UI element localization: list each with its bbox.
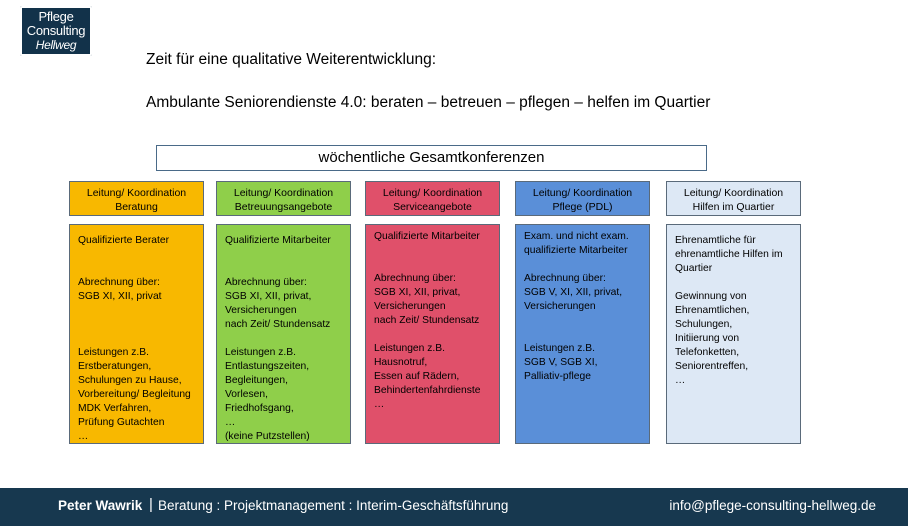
footer-services: Beratung : Projektmanagement : Interim-Geschäftsführung — [158, 498, 509, 513]
column-header-betreuung — [216, 181, 351, 216]
conference-box: wöchentliche Gesamtkonferenzen — [156, 145, 707, 171]
logo-line-1: Pflege — [38, 9, 74, 24]
column-body-service — [365, 224, 500, 444]
column-header-text: Leitung/ Koordination Hilfen im Quartier — [683, 187, 784, 213]
footer-name: Peter Wawrik — [58, 498, 143, 513]
footer-separator: | — [149, 496, 153, 513]
column-header-pflege — [515, 181, 650, 216]
slide-title: Zeit für eine qualitative Weiterentwicklung: — [146, 51, 437, 68]
column-header-service — [365, 181, 500, 216]
column-header-text: Leitung/ Koordination Serviceangebote — [382, 187, 483, 213]
column-header-beratung — [69, 181, 204, 216]
footer-email: info@pflege-consulting-hellweg.de — [669, 498, 876, 513]
column-header-text: Leitung/ Koordination Betreuungsangebote — [233, 187, 334, 213]
column-body-quartier — [666, 224, 801, 444]
footer-bar — [0, 488, 908, 526]
column-body-text: Qualifizierte Mitarbeiter Abrechnung über: SGB XI, XII, privat, Versicherungen nach Zeit/ Stundensatz Leistungen z.B. Entlastungszeiten, Begleitungen, Vorlesen, Friedhofsgang, … (keine Putzstellen) — [225, 235, 331, 442]
column-header-text: Leitung/ Koordination Beratung — [86, 187, 187, 213]
slide-subtitle: Ambulante Seniorendienste 4.0: beraten – betreuen – pflegen – helfen im Quartier — [146, 94, 711, 111]
column-body-betreuung — [216, 224, 351, 444]
column-header-quartier — [666, 181, 801, 216]
column-header-text: Leitung/ Koordination Pflege (PDL) — [532, 187, 633, 213]
company-logo — [20, 6, 92, 56]
column-body-text: Exam. und nicht exam. qualifizierte Mitarbeiter Abrechnung über: SGB V, XI, XII, privat, Versicherungen Leistungen z.B. SGB V, SGB XI, Palliativ-pflege — [524, 231, 629, 382]
column-body-pflege — [515, 224, 650, 444]
logo-line-3: Hellweg — [35, 38, 77, 52]
column-body-text: Ehrenamtliche für ehrenamtliche Hilfen im Quartier Gewinnung von Ehrenamtlichen, Schulungen, Initiierung von Telefonketten, Seniorentreffen, … — [675, 235, 783, 386]
column-body-text: Qualifizierte Mitarbeiter Abrechnung über: SGB XI, XII, privat, Versicherungen nach Zeit/ Stundensatz Leistungen z.B. Hausnotruf, Essen auf Rädern, Behindertenfahrdienste … — [374, 231, 481, 410]
column-body-text: Qualifizierte Berater Abrechnung über: SGB XI, XII, privat Leistungen z.B. Erstberatungen, Schulungen zu Hause, Vorbereitung/ Begleitung MDK Verfahren, Prüfung Gutachten … — [78, 235, 191, 442]
logo-line-2: Consulting — [26, 23, 86, 38]
column-body-beratung — [69, 224, 204, 444]
